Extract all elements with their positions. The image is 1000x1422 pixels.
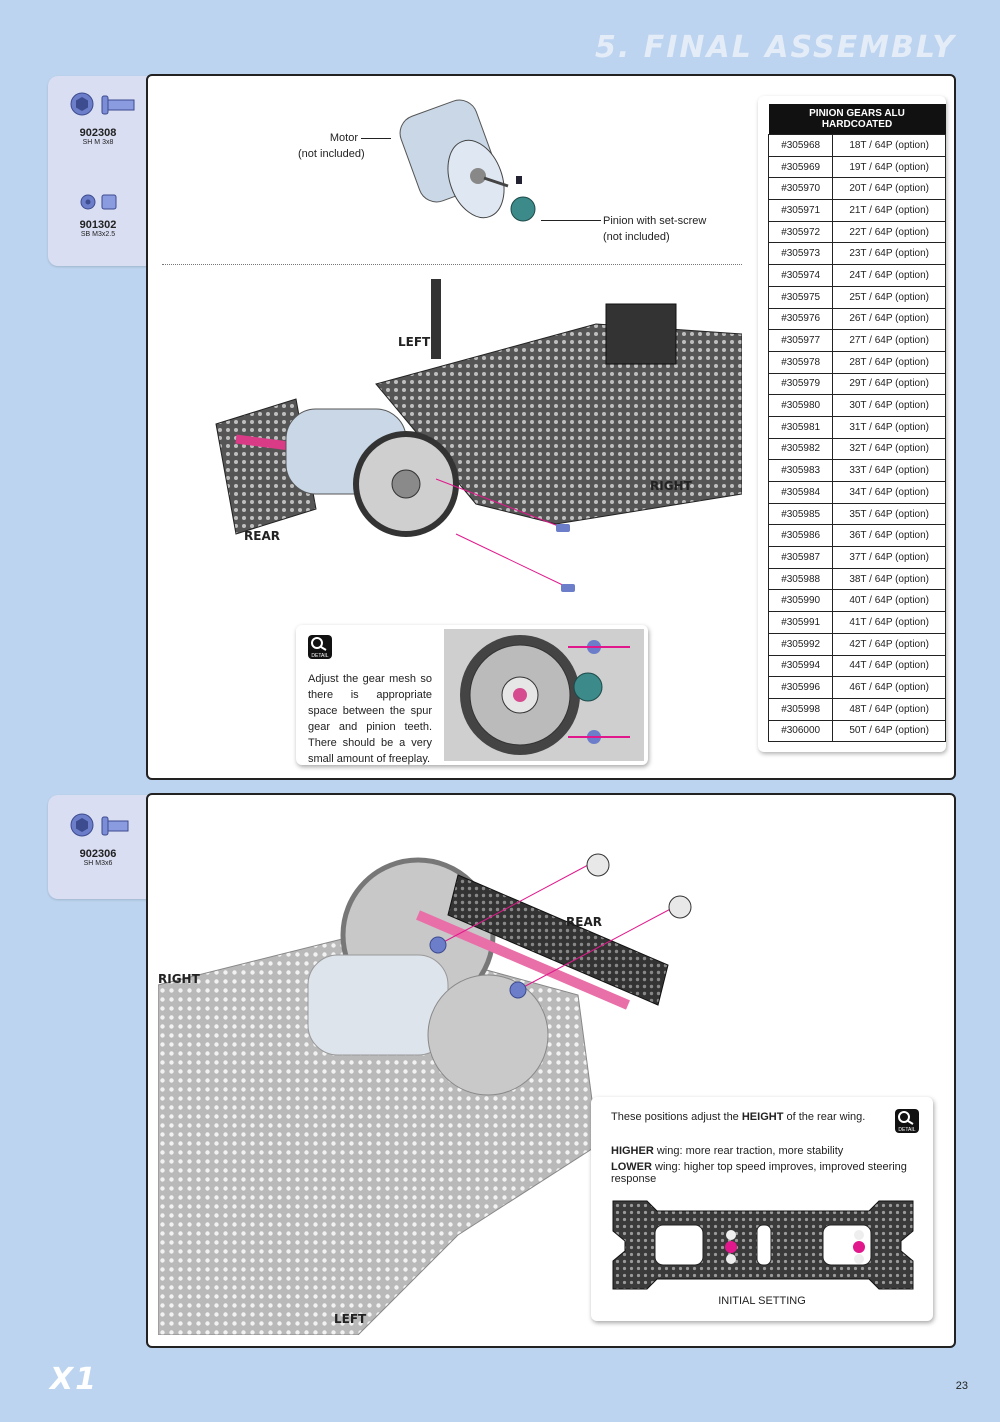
pinion-part-number: #305968	[769, 135, 833, 157]
pinion-table-row	[769, 156, 946, 178]
pinion-table-row	[769, 677, 946, 699]
pinion-part-number: #305977	[769, 330, 833, 352]
pinion-part-number: #305994	[769, 655, 833, 677]
parts-panel-step2	[48, 795, 148, 899]
pinion-spec: 19T / 64P (option)	[833, 156, 946, 178]
pinion-table-row	[769, 178, 946, 200]
pinion-part-number: #306000	[769, 720, 833, 742]
pinion-table-row	[769, 547, 946, 569]
motor-note: (not included)	[298, 148, 365, 160]
pinion-table-row	[769, 286, 946, 308]
pinion-spec: 21T / 64P (option)	[833, 200, 946, 222]
pinion-table-row	[769, 503, 946, 525]
pinion-part-number: #305992	[769, 633, 833, 655]
pinion-table-row	[769, 525, 946, 547]
detail-badge: DETAIL	[311, 653, 329, 659]
initial-setting-caption: INITIAL SETTING	[718, 1295, 806, 1307]
pinion-part-number: #305983	[769, 460, 833, 482]
step2-box	[146, 793, 956, 1348]
pinion-part-number: #305984	[769, 482, 833, 504]
part-number: 902306	[79, 848, 117, 860]
rear-label: REAR	[244, 529, 280, 543]
pinion-part-number: #305985	[769, 503, 833, 525]
pinion-spec: 42T / 64P (option)	[833, 633, 946, 655]
pinion-part-number: #305990	[769, 590, 833, 612]
pinion-table-row	[769, 698, 946, 720]
pinion-table-row	[769, 482, 946, 504]
pinion-spec: 36T / 64P (option)	[833, 525, 946, 547]
pinion-spec: 25T / 64P (option)	[833, 286, 946, 308]
gear-mesh-note: Adjust the gear mesh so there is appropriate space between the spur gear and pinion teeth. There should be a very small amount of freeplay.	[308, 673, 432, 765]
pinion-table-row	[769, 612, 946, 634]
pinion-spec: 20T / 64P (option)	[833, 178, 946, 200]
gear-mesh-detail-card	[296, 625, 648, 765]
detail-magnifier-icon	[308, 635, 332, 659]
detail-badge: DETAIL	[898, 1127, 916, 1133]
magnifier-icon	[308, 635, 332, 651]
pinion-table-row	[769, 135, 946, 157]
pinion-part-number: #305998	[769, 698, 833, 720]
pinion-table-row	[769, 590, 946, 612]
pinion-part-number: #305969	[769, 156, 833, 178]
pinion-spec: 48T / 64P (option)	[833, 698, 946, 720]
pinion-part-number: #305987	[769, 547, 833, 569]
pinion-table-title: PINION GEARS ALU HARDCOATED	[769, 104, 946, 135]
wing-line-bold: HEIGHT	[741, 1111, 784, 1123]
pinion-part-number: #305982	[769, 438, 833, 460]
pinion-table-row	[769, 633, 946, 655]
pinion-part-number: #305996	[769, 677, 833, 699]
pinion-table-row	[769, 330, 946, 352]
pinion-spec: 28T / 64P (option)	[833, 351, 946, 373]
pinion-spec: 22T / 64P (option)	[833, 221, 946, 243]
screw-icon	[58, 811, 138, 843]
section-divider	[162, 264, 742, 265]
pinion-spec: 41T / 64P (option)	[833, 612, 946, 634]
motor-illustration	[378, 94, 548, 254]
wing-height-line	[611, 1111, 865, 1123]
pinion-gear-table-card	[758, 96, 946, 752]
pinion-part-number: #305971	[769, 200, 833, 222]
pinion-spec: 46T / 64P (option)	[833, 677, 946, 699]
chassis-illustration	[176, 274, 742, 614]
pinion-part-number: #305991	[769, 612, 833, 634]
higher-wing-line	[611, 1145, 843, 1157]
pinion-table-row	[769, 308, 946, 330]
magnifier-icon	[895, 1109, 919, 1125]
pinion-part-number: #305976	[769, 308, 833, 330]
pinion-leader-line	[541, 220, 601, 221]
lower-wing-line	[611, 1161, 933, 1185]
pinion-table-row	[769, 438, 946, 460]
part-902306	[48, 811, 148, 867]
section-title: 5. FINAL ASSEMBLY	[595, 30, 956, 65]
pinion-table-row	[769, 460, 946, 482]
pinion-part-number: #305973	[769, 243, 833, 265]
pinion-table-row	[769, 351, 946, 373]
motor-text: Motor	[329, 132, 358, 144]
x1-logo: X1	[50, 1362, 99, 1397]
lower-bold: LOWER	[611, 1161, 652, 1173]
pinion-spec: 24T / 64P (option)	[833, 265, 946, 287]
pinion-part-number: #305970	[769, 178, 833, 200]
pinion-part-number: #305980	[769, 395, 833, 417]
wing-height-detail-card	[591, 1097, 933, 1321]
part-number: 901302	[79, 219, 117, 231]
pinion-table-row	[769, 655, 946, 677]
pinion-part-number: #305986	[769, 525, 833, 547]
pinion-spec: 32T / 64P (option)	[833, 438, 946, 460]
pinion-spec: 40T / 64P (option)	[833, 590, 946, 612]
pinion-part-number: #305975	[769, 286, 833, 308]
lower-text: wing: higher top speed improves, improved steering response	[611, 1161, 907, 1185]
pinion-spec: 33T / 64P (option)	[833, 460, 946, 482]
pinion-part-number: #305974	[769, 265, 833, 287]
pinion-part-number: #305981	[769, 416, 833, 438]
pinion-spec: 35T / 64P (option)	[833, 503, 946, 525]
left-label: LEFT	[398, 335, 431, 349]
pinion-table-row	[769, 221, 946, 243]
right-label: RIGHT	[158, 972, 200, 986]
pinion-gear-table	[768, 104, 946, 742]
pinion-spec: 44T / 64P (option)	[833, 655, 946, 677]
higher-bold: HIGHER	[611, 1145, 654, 1157]
pinion-table-row	[769, 373, 946, 395]
pinion-spec: 26T / 64P (option)	[833, 308, 946, 330]
pinion-spec: 29T / 64P (option)	[833, 373, 946, 395]
part-desc: SB M3x2.5	[80, 231, 116, 238]
left-label: LEFT	[334, 1312, 367, 1326]
rear-label: REAR	[566, 915, 602, 929]
wing-line-pre: These positions adjust the	[611, 1111, 742, 1123]
higher-text: wing: more rear traction, more stability	[653, 1145, 844, 1157]
motor-label	[298, 131, 358, 145]
pinion-spec: 23T / 64P (option)	[833, 243, 946, 265]
pinion-note: (not included)	[603, 231, 670, 243]
part-desc: SH M3x6	[83, 860, 113, 867]
pinion-label: Pinion with set-screw	[603, 215, 707, 227]
pinion-spec: 18T / 64P (option)	[833, 135, 946, 157]
part-number: 902308	[79, 127, 117, 139]
pinion-table-row	[769, 416, 946, 438]
pinion-spec: 38T / 64P (option)	[833, 568, 946, 590]
part-desc: SH M 3x8	[82, 139, 114, 146]
pinion-spec: 30T / 64P (option)	[833, 395, 946, 417]
pinion-part-number: #305979	[769, 373, 833, 395]
spur-gear-illustration	[444, 629, 644, 761]
pinion-part-number: #305972	[769, 221, 833, 243]
pinion-table-row	[769, 200, 946, 222]
part-901302	[48, 190, 148, 238]
right-label: RIGHT	[650, 479, 692, 493]
setscrew-icon	[58, 190, 138, 214]
screw-icon	[58, 90, 138, 122]
pinion-spec: 34T / 64P (option)	[833, 482, 946, 504]
part-902308	[48, 90, 148, 146]
pinion-spec: 31T / 64P (option)	[833, 416, 946, 438]
pinion-table-row	[769, 720, 946, 742]
pinion-spec: 37T / 64P (option)	[833, 547, 946, 569]
pinion-table-row	[769, 243, 946, 265]
pinion-table-row	[769, 395, 946, 417]
pinion-table-row	[769, 265, 946, 287]
pinion-table-body	[769, 135, 946, 742]
pinion-spec: 50T / 64P (option)	[833, 720, 946, 742]
wing-mount-plate-illustration	[607, 1195, 919, 1295]
pinion-part-number: #305988	[769, 568, 833, 590]
pinion-part-number: #305978	[769, 351, 833, 373]
motor-leader-line	[361, 138, 391, 139]
pinion-table-row	[769, 568, 946, 590]
wing-line-post: of the rear wing.	[783, 1111, 866, 1123]
page-number: 23	[955, 1380, 968, 1392]
parts-panel-step1	[48, 76, 148, 266]
pinion-spec: 27T / 64P (option)	[833, 330, 946, 352]
detail-magnifier-icon	[895, 1109, 919, 1133]
